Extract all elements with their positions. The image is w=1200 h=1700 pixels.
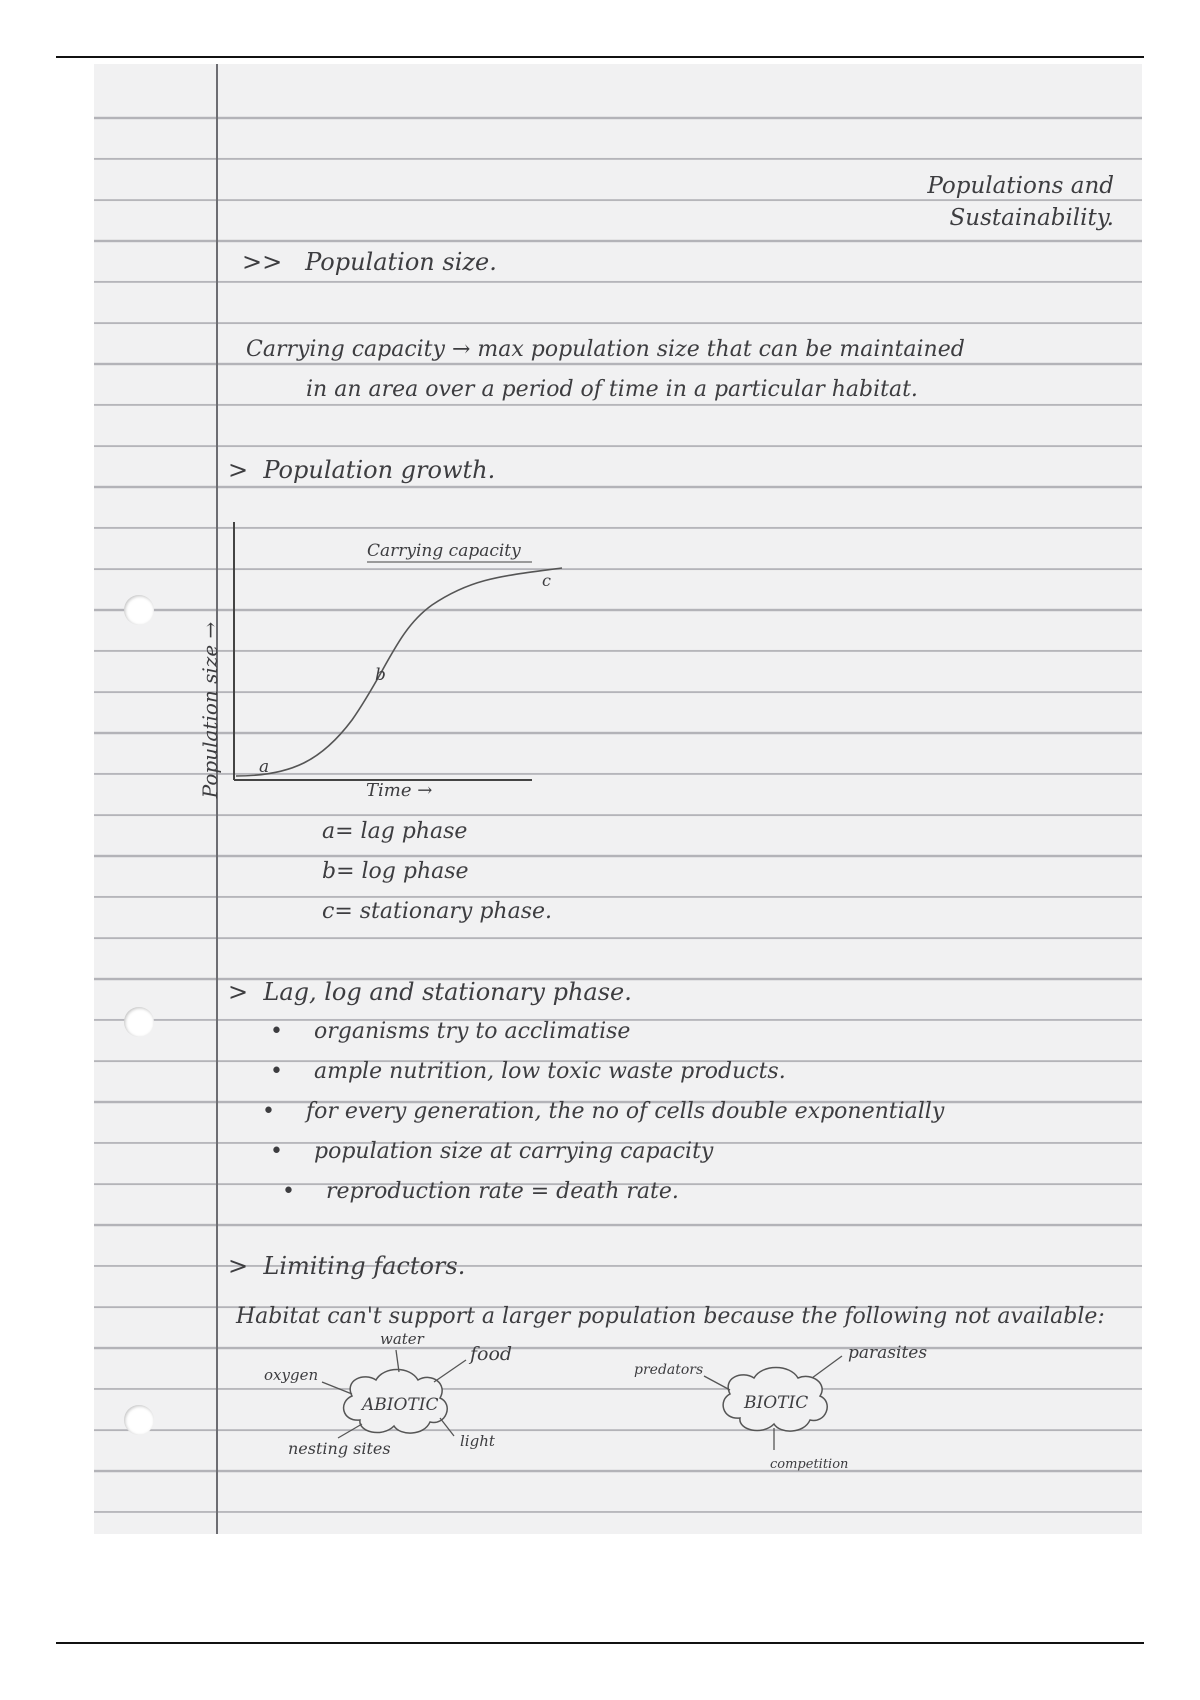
biotic-factor-competition: competition [770,1457,849,1472]
heading-marker: > [228,456,249,484]
heading-marker: > [228,1252,249,1280]
limiting-factors-intro: Habitat can't support a larger population because the following not available: [236,1304,1105,1329]
top-rule [56,56,1144,58]
page-title [927,170,1114,234]
carrying-capacity-definition-line1: Carrying capacity → max population size that can be maintained [246,337,965,362]
punch-hole [124,595,154,625]
point-label-b: b [375,665,386,685]
section-heading-population-size [242,248,497,276]
punch-hole [124,1007,154,1037]
arrow [812,1356,842,1378]
abiotic-factor-light: light [460,1432,495,1450]
section-heading-population-growth [228,456,495,484]
abiotic-factor-nesting-sites: nesting sites [288,1439,391,1458]
lined-paper-sheet [94,64,1142,1534]
punch-hole [124,1405,154,1435]
heading-text: Population size. [305,248,497,276]
phase-bullet: • ample nutrition, low toxic waste products. [314,1059,786,1084]
x-axis-label: Time → [366,780,433,801]
page-title-line: Populations and [927,173,1114,199]
limiting-factors-diagram [234,1332,1134,1522]
section-heading-limiting-factors [228,1252,465,1280]
heading-marker: >> [242,248,283,276]
biotic-factor-parasites: parasites [848,1343,928,1363]
carrying-capacity-definition-line2: in an area over a period of time in a particular habitat. [306,377,918,402]
point-label-a: a [259,757,270,777]
arrow [704,1376,730,1390]
phase-legend-item: b= log phase [322,859,469,884]
abiotic-label: ABIOTIC [362,1395,439,1415]
phase-legend-item: c= stationary phase. [322,899,553,924]
phase-bullet: • reproduction rate = death rate. [326,1179,679,1204]
y-axis-label: Population size → [198,621,222,799]
phase-legend-item: a= lag phase [322,819,468,844]
arrow [440,1418,454,1436]
arrow [338,1424,362,1438]
arrow [322,1382,352,1394]
arrow [396,1350,399,1372]
sigmoid-growth-curve [236,568,562,776]
phase-bullet: • population size at carrying capacity [314,1139,713,1164]
page-title-line: Sustainability. [949,205,1114,231]
arrow [434,1360,466,1382]
phase-bullet: • for every generation, the no of cells double exponentially [306,1099,944,1124]
bottom-rule [56,1642,1144,1644]
carrying-capacity-label: Carrying capacity [367,541,521,561]
heading-marker: > [228,978,249,1006]
point-label-c: c [542,571,551,590]
population-growth-graph [172,510,692,810]
section-heading-phases [228,978,632,1006]
heading-text: Lag, log and stationary phase. [263,978,632,1006]
biotic-factor-predators: predators [634,1362,704,1378]
graph-y-label [198,621,222,799]
abiotic-factor-oxygen: oxygen [264,1366,319,1384]
biotic-label: BIOTIC [744,1393,809,1413]
abiotic-factor-food: food [470,1343,513,1365]
heading-text: Population growth. [263,456,496,484]
heading-text: Limiting factors. [263,1252,466,1280]
abiotic-factor-water: water [380,1332,424,1348]
phase-bullet: • organisms try to acclimatise [314,1019,630,1044]
